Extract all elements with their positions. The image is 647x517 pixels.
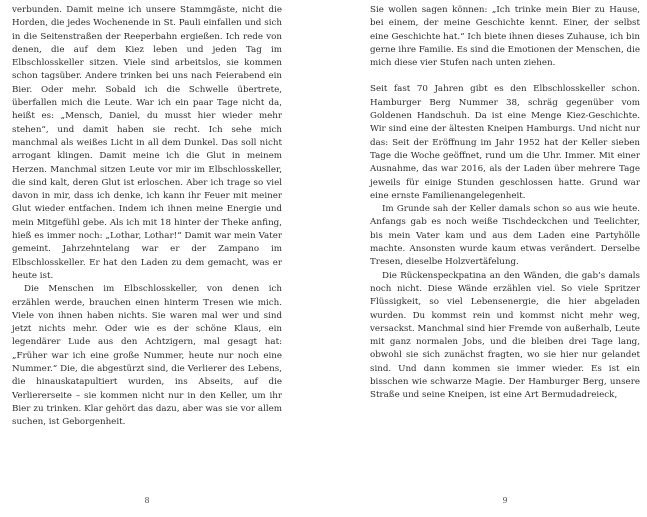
paragraph: verbunden. Damit meine ich unsere Stammgäste, nicht die Horden, die jedes Wochenende in St. Pauli einfallen und sich in die Seitenstraßen der Reeperbahn ergießen. Ich rede von denen, die auf dem Kiez leben und jeden Tag im Elbschlosskeller sitzen. Viele sind arbeitslos, sie kommen schon tagsüber. Andere trinken bei uns nach Feierabend ein Bier. Oder mehr. Sobald ich die Schwelle übertrete, überfallen mich die Leute. War ich ein paar Tage nicht da, heißt es: „Mensch, Daniel, du musst hier wieder mehr stehen“, und damit haben sie recht. Ich sehe mich manchmal als weißes Licht in all dem Dunkel. Das soll nicht arrogant klingen. Damit meine ich die Glut in meinem Herzen. Manchmal sitzen Leute vor mir im Elbschlosskeller, die sind kalt, deren Glut ist erloschen. Aber ich trage so viel davon in mir, dass ich denke, ich kann ihr Feuer mit meiner Glut wieder entfachen. Indem ich ihnen meine Energie und mein Mitgefühl gebe. Als ich mit 18 hinter der Theke anfing, hieß es immer noch: „Lothar, Lothar!“ Damit war mein Vater gemeint. Jahrzehntelang war er der Zampano im Elbschlosskeller. Er hat den Laden zu dem gemacht, was er heute ist. xyxy=(12,5,282,281)
right-page xyxy=(370,0,640,517)
paragraph: Sie wollen sagen können: „Ich trinke mein Bier zu Hause, bei einem, der meine Geschichte kennt. Einer, der selbst eine Geschichte hat.“ Ich biete ihnen dieses Zuhause, ich bin gerne ihre Familie. Es sind die Emotionen der Menschen, die mich diese vier Stufen nach unten ziehen. xyxy=(370,5,640,69)
paragraph: Seit fast 70 Jahren gibt es den Elbschlosskeller schon. Hamburger Berg Nummer 38, schräg gegenüber vom Goldenen Handschuh. Da ist eine Menge Kiez-Geschichte. Wir sind eine der ältesten Kneipen Hamburgs. Und nicht nur das: Seit der Eröffnung im Jahr 1952 hat der Keller sieben Tage die Woche geöffnet, rund um die Uhr. Immer. Mit einer Ausnahme, das war 2016, als der Laden über mehrere Tage jeweils für einige Stunden geschlossen hatte. Grund war eine ernste Familienangelegenheit. xyxy=(370,84,640,201)
left-page-text xyxy=(12,0,282,430)
page-number: 9 xyxy=(502,496,508,505)
paragraph: Die Rückenspeckpatina an den Wänden, die gab’s damals noch nicht. Diese Wände erzählen viel. So viele Spritzer Flüssigkeit, so viel Lebensenergie, die hier abgeladen wurden. Du kommst rein und kommst nicht mehr weg, versackst. Manchmal sind hier Fremde von außerhalb, Leute mit ganz normalen Jobs, und die bleiben drei Tage lang, obwohl sie sich zunächst fragten, wo sie hier nur gelandet sind. Und dann kommen sie immer wieder. Es ist ein bisschen wie schwarze Magie. Der Hamburger Berg, unsere Straße und seine Kneipen, ist eine Art Bermudadreieck, xyxy=(370,270,640,401)
paragraph: Im Grunde sah der Keller damals schon so aus wie heute. Anfangs gab es noch weiße Tischdeckchen und Teelichter, bis mein Vater kam und aus dem Laden eine Partyhölle machte. Ansonsten wurde kaum etwas verändert. Derselbe Tresen, dieselbe Holzvertäfelung. xyxy=(370,204,640,268)
right-page-text xyxy=(370,0,640,403)
page-number: 8 xyxy=(144,496,150,505)
paragraph: Die Menschen im Elbschlosskeller, von denen ich erzählen werde, brauchen einen hinterm Tresen wie mich. Viele von ihnen haben nichts. Sie waren mal wer und sind jetzt nichts mehr. Oder wie es der schöne Klaus, ein legendärer Lude aus den Achtzigern, mal gesagt hat: „Früher war ich eine große Nummer, heute nur noch eine Nummer.“ Die, die abgestürzt sind, die Verlierer des Lebens, die hinauskatapultiert wurden, ins Abseits, auf die Verliererseite – sie kommen nicht nur in den Keller, um ihr Bier zu trinken. Klar gehört das dazu, aber was sie vor allem suchen, ist Geborgenheit. xyxy=(12,284,282,428)
left-page xyxy=(12,0,282,517)
